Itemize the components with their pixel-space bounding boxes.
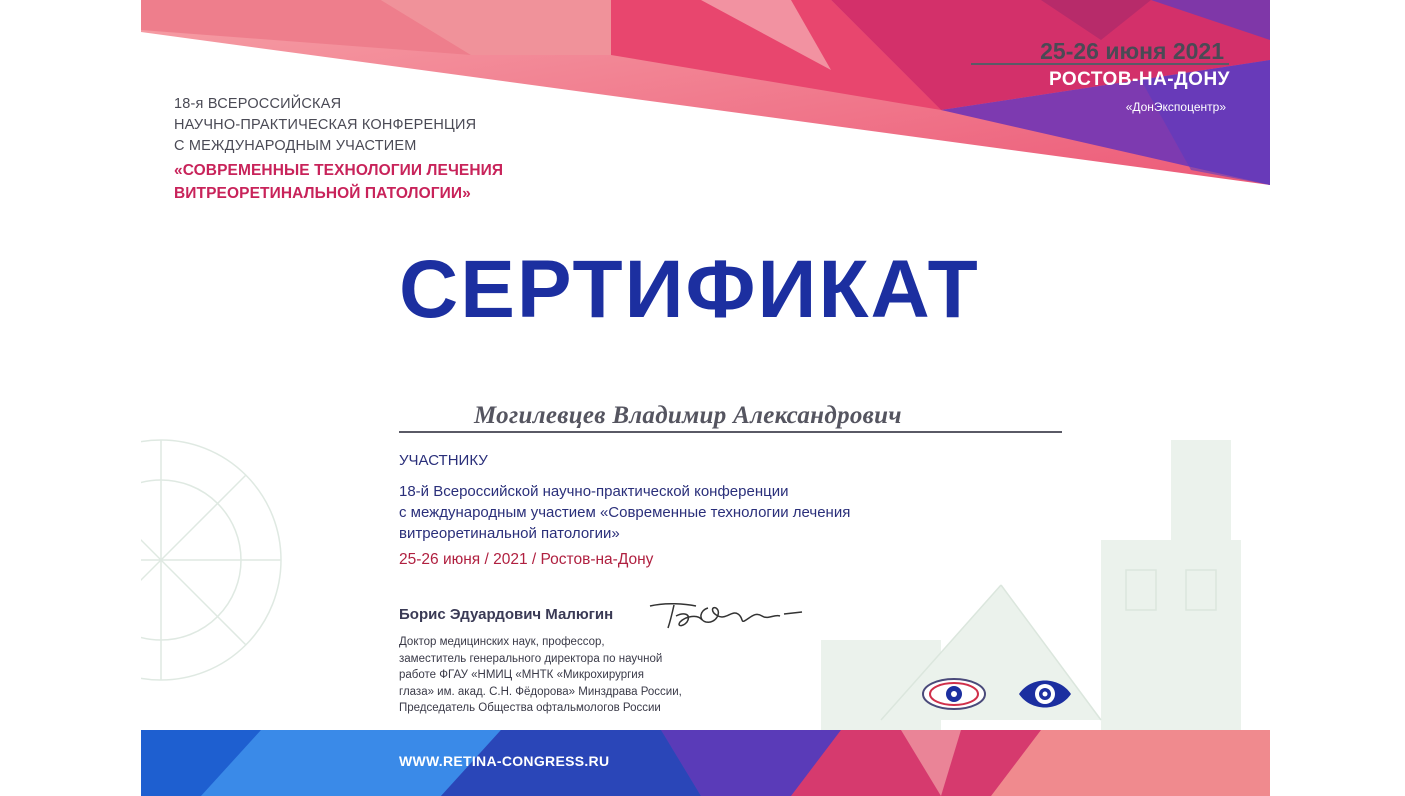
conference-line: 18-я ВСЕРОССИЙСКАЯ	[174, 96, 342, 112]
conference-line: С МЕЖДУНАРОДНЫМ УЧАСТИЕМ	[174, 138, 417, 154]
signer-description-line: Председатель Общества офтальмологов России	[399, 702, 661, 714]
body-line: витреоретинальной патологии»	[399, 525, 620, 542]
certificate	[141, 0, 1270, 796]
event-date: 25-26 июня 2021	[1040, 38, 1224, 64]
eye-microsurgery-logo	[1017, 674, 1073, 714]
event-venue: «ДонЭкспоцентр»	[1125, 100, 1226, 114]
body-line: с международным участием «Современные технологии лечения	[399, 504, 851, 521]
signer-description-line: работе ФГАУ «НМИЦ «МНТК «Микрохирургия	[399, 669, 644, 681]
signer-description-line: заместитель генерального директора по научной	[399, 652, 663, 665]
body-line: 18-й Всероссийской научно-практической конференции	[399, 483, 789, 500]
ophthalmology-society-logo	[921, 676, 987, 712]
name-underline	[399, 431, 1062, 433]
signer-description-line: глаза» им. акад. С.Н. Фёдорова» Минздрава России,	[399, 685, 682, 698]
certificate-body	[399, 481, 850, 544]
conference-line: НАУЧНО-ПРАКТИЧЕСКАЯ КОНФЕРЕНЦИЯ	[174, 117, 477, 133]
event-city: РОСТОВ-НА-ДОНУ	[1048, 69, 1230, 90]
recipient-label: УЧАСТНИКУ	[399, 452, 488, 469]
signer-description	[399, 634, 682, 717]
signer-name: Борис Эдуардович Малюгин	[399, 606, 614, 623]
conference-description	[174, 94, 476, 157]
conference-title	[174, 159, 503, 205]
conference-title-line: ВИТРЕОРЕТИНАЛЬНОЙ ПАТОЛОГИИ»	[174, 185, 471, 202]
recipient-name: Могилевцев Владимир Александрович	[474, 402, 902, 429]
conference-title-line: «СОВРЕМЕННЫЕ ТЕХНОЛОГИИ ЛЕЧЕНИЯ	[174, 162, 504, 179]
certificate-heading: СЕРТИФИКАТ	[399, 244, 980, 335]
event-dates-line: 25-26 июня / 2021 / Ростов-на-Дону	[399, 551, 654, 568]
signer-description-line: Доктор медицинских наук, профессор,	[399, 636, 605, 648]
signature	[646, 598, 816, 634]
website-link[interactable]: WWW.RETINA-CONGRESS.RU	[399, 753, 610, 769]
